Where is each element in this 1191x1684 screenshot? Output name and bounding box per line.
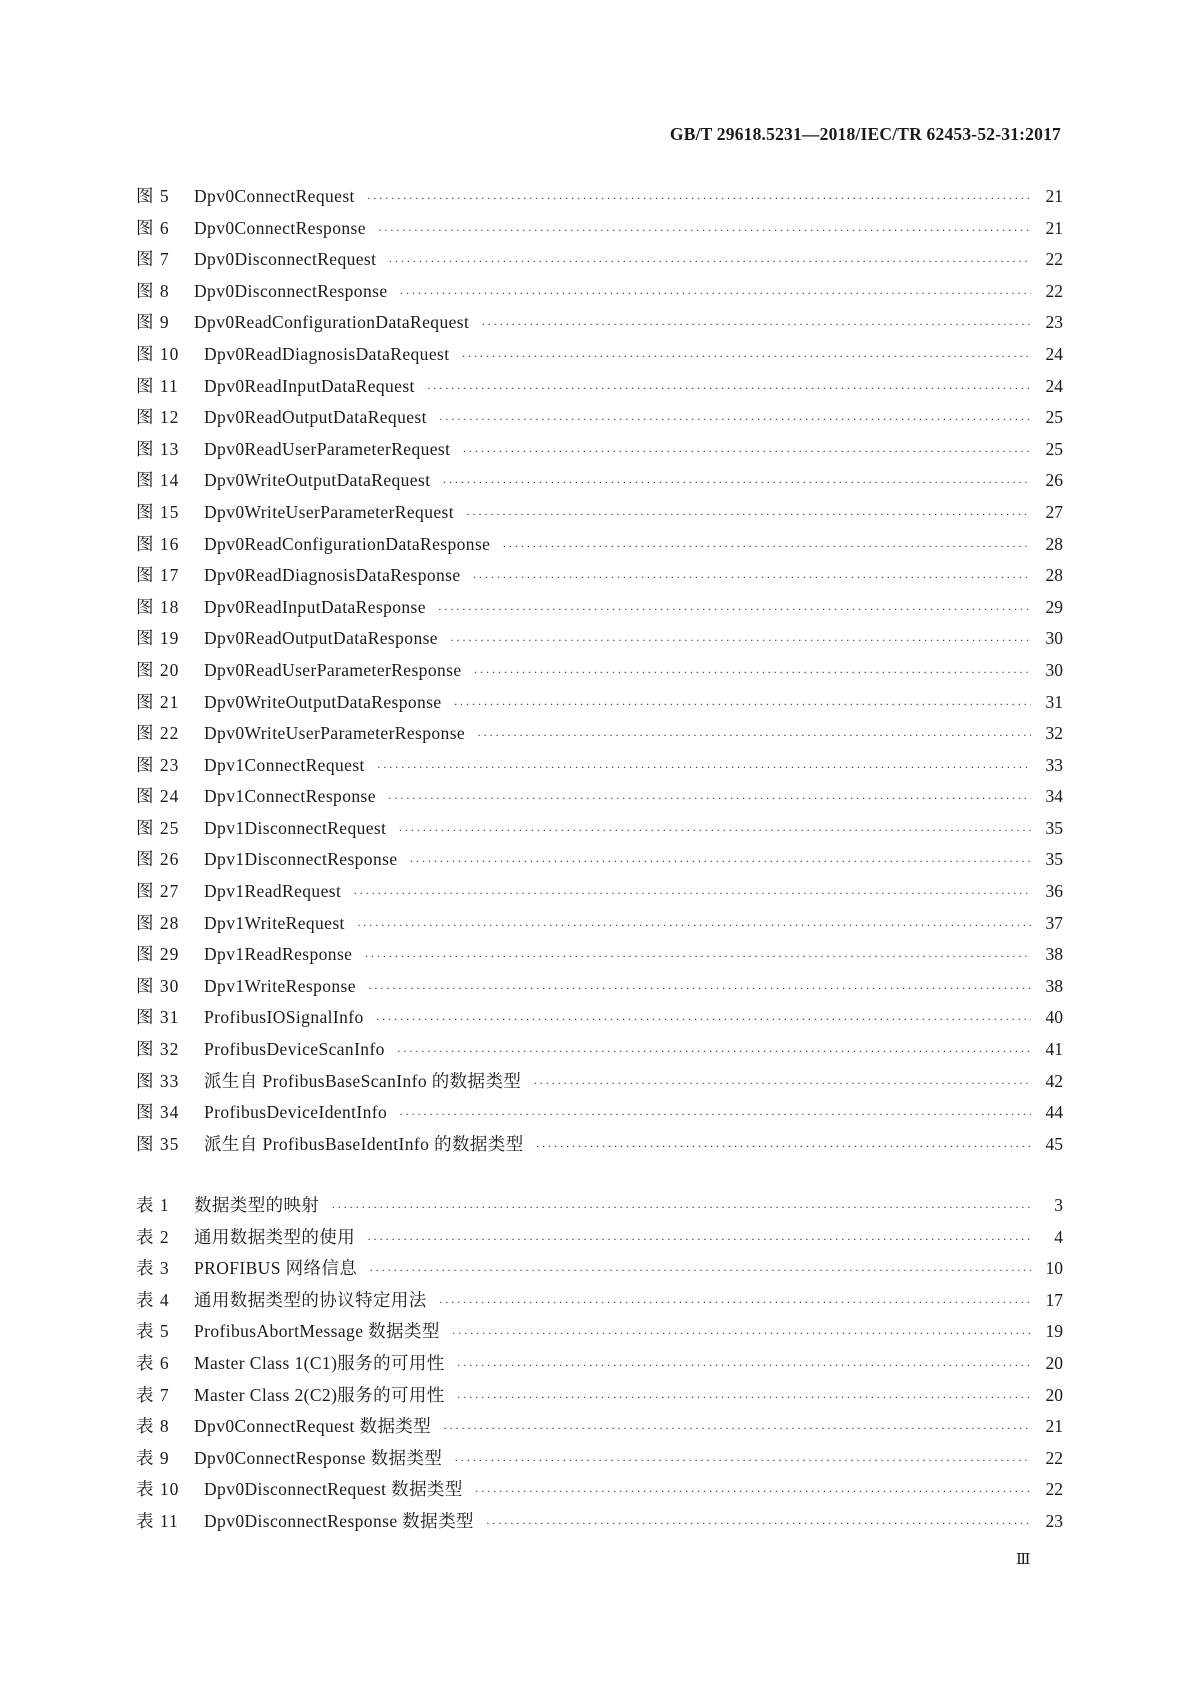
- figure-entry[interactable]: [136, 592, 1063, 624]
- dot-leader: [450, 625, 1031, 657]
- entry-page-number: 38: [1045, 944, 1063, 965]
- dot-leader: [331, 1192, 1031, 1224]
- entry-title: Dpv1ConnectRequest: [204, 754, 365, 775]
- figure-entry[interactable]: [136, 529, 1063, 561]
- entry-page-number: 32: [1045, 723, 1063, 744]
- figure-entry[interactable]: [136, 497, 1063, 529]
- dot-leader: [475, 1476, 1031, 1508]
- entry-label: 表 6: [136, 1352, 170, 1373]
- figure-entry[interactable]: [136, 876, 1063, 908]
- entry-label: 图 33: [136, 1070, 180, 1091]
- entry-label: 图 20: [136, 659, 180, 680]
- figure-entry[interactable]: [136, 1066, 1063, 1098]
- entry-page-number: 42: [1045, 1070, 1063, 1091]
- entry-label: 表 5: [136, 1321, 170, 1342]
- entry-title: Dpv0ConnectResponse 数据类型: [194, 1447, 443, 1468]
- entry-page-number: 37: [1045, 912, 1063, 933]
- figure-entry[interactable]: [136, 971, 1063, 1003]
- figure-entry[interactable]: [136, 371, 1063, 403]
- entry-title: ProfibusIOSignalInfo: [204, 1007, 364, 1028]
- entry-title: ProfibusDeviceScanInfo: [204, 1039, 385, 1060]
- table-entry[interactable]: [136, 1253, 1063, 1285]
- entry-label: 表 4: [136, 1289, 170, 1310]
- entry-title: 通用数据类型的协议特定用法: [194, 1289, 427, 1310]
- entry-page-number: 33: [1045, 754, 1063, 775]
- figure-entry[interactable]: [136, 244, 1063, 276]
- dot-leader: [439, 1287, 1031, 1319]
- entry-page-number: 19: [1045, 1321, 1063, 1342]
- entry-title: Dpv1WriteResponse: [204, 975, 356, 996]
- dot-leader: [427, 373, 1031, 405]
- entry-page-number: 35: [1045, 849, 1063, 870]
- figure-entry[interactable]: [136, 623, 1063, 655]
- dot-leader: [473, 562, 1031, 594]
- table-entry[interactable]: [136, 1443, 1063, 1475]
- entry-page-number: 4: [1054, 1226, 1063, 1247]
- figure-entry[interactable]: [136, 213, 1063, 245]
- dot-leader: [452, 1318, 1031, 1350]
- entry-label: 图 13: [136, 438, 180, 459]
- dot-leader: [536, 1131, 1031, 1163]
- entry-title: Dpv0ReadDiagnosisDataResponse: [204, 565, 461, 586]
- figure-entry[interactable]: [136, 465, 1063, 497]
- entry-label: 图 18: [136, 596, 180, 617]
- entry-title: ProfibusAbortMessage 数据类型: [194, 1321, 440, 1342]
- entry-label: 图 30: [136, 975, 180, 996]
- figure-list: [136, 181, 1063, 1160]
- entry-title: Dpv0WriteOutputDataResponse: [204, 691, 442, 712]
- entry-label: 表 7: [136, 1384, 170, 1405]
- figure-entry[interactable]: [136, 781, 1063, 813]
- dot-leader: [454, 689, 1031, 721]
- dot-leader: [502, 531, 1031, 563]
- entry-page-number: 34: [1045, 786, 1063, 807]
- dot-leader: [443, 1413, 1031, 1445]
- dot-leader: [364, 941, 1031, 973]
- table-entry[interactable]: [136, 1411, 1063, 1443]
- entry-title: Dpv0ReadConfigurationDataResponse: [204, 533, 491, 554]
- entry-page-number: 24: [1045, 375, 1063, 396]
- entry-page-number: 21: [1045, 1416, 1063, 1437]
- entry-label: 图 14: [136, 470, 180, 491]
- dot-leader: [477, 720, 1031, 752]
- dot-leader: [376, 1004, 1031, 1036]
- dot-leader: [457, 1382, 1031, 1414]
- figure-entry[interactable]: [136, 1129, 1063, 1161]
- dot-leader: [481, 309, 1031, 341]
- entry-title: Dpv0DisconnectRequest: [194, 249, 377, 270]
- entry-label: 图 28: [136, 912, 180, 933]
- entry-title: Dpv0WriteUserParameterRequest: [204, 501, 454, 522]
- document-header: GB/T 29618.5231—2018/IEC/TR 62453-52-31:2017: [669, 124, 1061, 144]
- figure-entry[interactable]: [136, 307, 1063, 339]
- entry-label: 图 8: [136, 280, 170, 301]
- entry-title: Dpv0ReadInputDataRequest: [204, 375, 415, 396]
- entry-title: Dpv0ReadInputDataResponse: [204, 596, 426, 617]
- entry-title: Dpv1WriteRequest: [204, 912, 345, 933]
- entry-title: Dpv0DisconnectRequest 数据类型: [204, 1479, 463, 1500]
- table-entry[interactable]: [136, 1506, 1063, 1538]
- entry-label: 表 11: [136, 1510, 179, 1531]
- entry-title: Master Class 2(C2)服务的可用性: [194, 1384, 445, 1405]
- entry-label: 图 26: [136, 849, 180, 870]
- entry-label: 表 8: [136, 1416, 170, 1437]
- entry-page-number: 25: [1045, 407, 1063, 428]
- entry-page-number: 40: [1045, 1007, 1063, 1028]
- entry-page-number: 20: [1045, 1384, 1063, 1405]
- dot-leader: [377, 752, 1031, 784]
- entry-page-number: 10: [1045, 1258, 1063, 1279]
- table-entry[interactable]: [136, 1348, 1063, 1380]
- entry-title: PROFIBUS 网络信息: [194, 1258, 358, 1279]
- entry-label: 图 35: [136, 1133, 180, 1154]
- figure-entry[interactable]: [136, 560, 1063, 592]
- table-entry[interactable]: [136, 1380, 1063, 1412]
- entry-label: 图 11: [136, 375, 179, 396]
- entry-page-number: 22: [1045, 1479, 1063, 1500]
- entry-page-number: 25: [1045, 438, 1063, 459]
- figure-entry[interactable]: [136, 1002, 1063, 1034]
- dot-leader: [369, 1255, 1031, 1287]
- entry-label: 表 9: [136, 1447, 170, 1468]
- entry-title: Dpv1DisconnectResponse: [204, 849, 398, 870]
- dot-leader: [442, 467, 1031, 499]
- entry-page-number: 38: [1045, 975, 1063, 996]
- dot-leader: [533, 1068, 1031, 1100]
- dot-leader: [367, 183, 1031, 215]
- figure-entry[interactable]: [136, 1097, 1063, 1129]
- entry-page-number: 21: [1045, 217, 1063, 238]
- entry-page-number: 41: [1045, 1039, 1063, 1060]
- figure-entry[interactable]: [136, 718, 1063, 750]
- entry-title: Dpv0WriteOutputDataRequest: [204, 470, 431, 491]
- entry-page-number: 30: [1045, 659, 1063, 680]
- entry-title: Dpv0ReadUserParameterRequest: [204, 438, 451, 459]
- entry-page-number: 45: [1045, 1133, 1063, 1154]
- entry-page-number: 36: [1045, 881, 1063, 902]
- entry-page-number: 28: [1045, 565, 1063, 586]
- entry-label: 表 1: [136, 1195, 170, 1215]
- entry-label: 图 32: [136, 1039, 180, 1060]
- figure-entry[interactable]: [136, 844, 1063, 876]
- dot-leader: [457, 1350, 1031, 1382]
- dot-leader: [397, 1036, 1031, 1068]
- entry-title: Dpv0ConnectRequest: [194, 186, 355, 206]
- entry-page-number: 17: [1045, 1289, 1063, 1310]
- entry-page-number: 27: [1045, 501, 1063, 522]
- entry-label: 图 29: [136, 944, 180, 965]
- dot-leader: [474, 657, 1032, 689]
- table-entry[interactable]: [136, 1316, 1063, 1348]
- entry-title: Dpv0DisconnectResponse: [194, 280, 388, 301]
- entry-page-number: 21: [1045, 186, 1063, 206]
- entry-label: 表 3: [136, 1258, 170, 1279]
- entry-label: 图 7: [136, 249, 170, 270]
- entry-label: 图 21: [136, 691, 180, 712]
- entry-title: Dpv0ConnectRequest 数据类型: [194, 1416, 432, 1437]
- dot-leader: [410, 846, 1032, 878]
- entry-page-number: 22: [1045, 249, 1063, 270]
- entry-label: 图 16: [136, 533, 180, 554]
- figure-entry[interactable]: [136, 181, 1063, 213]
- figure-entry[interactable]: [136, 908, 1063, 940]
- figure-entry[interactable]: [136, 655, 1063, 687]
- figure-entry[interactable]: [136, 750, 1063, 782]
- entry-title: Master Class 1(C1)服务的可用性: [194, 1352, 445, 1373]
- entry-label: 图 31: [136, 1007, 180, 1028]
- dot-leader: [438, 594, 1031, 626]
- entry-title: Dpv1ReadRequest: [204, 881, 342, 902]
- entry-title: Dpv0ConnectResponse: [194, 217, 366, 238]
- entry-title: 数据类型的映射: [194, 1195, 320, 1215]
- entry-label: 图 24: [136, 786, 180, 807]
- dot-leader: [400, 278, 1032, 310]
- entry-label: 图 9: [136, 312, 170, 333]
- table-entry[interactable]: [136, 1474, 1063, 1506]
- entry-title: Dpv1DisconnectRequest: [204, 817, 387, 838]
- dot-leader: [462, 436, 1031, 468]
- entry-page-number: 20: [1045, 1352, 1063, 1373]
- entry-label: 图 10: [136, 343, 180, 364]
- table-entry[interactable]: [136, 1190, 1063, 1222]
- dot-leader: [466, 499, 1031, 531]
- entry-page-number: 3: [1054, 1195, 1063, 1215]
- figure-entry[interactable]: [136, 687, 1063, 719]
- entry-title: ProfibusDeviceIdentInfo: [204, 1102, 388, 1123]
- entry-label: 图 34: [136, 1102, 180, 1123]
- table-entry[interactable]: [136, 1285, 1063, 1317]
- dot-leader: [357, 910, 1031, 942]
- entry-page-number: 31: [1045, 691, 1063, 712]
- entry-page-number: 44: [1045, 1102, 1063, 1123]
- dot-leader: [461, 341, 1031, 373]
- dot-leader: [388, 246, 1031, 278]
- entry-title: Dpv0ReadDiagnosisDataRequest: [204, 343, 450, 364]
- entry-page-number: 30: [1045, 628, 1063, 649]
- entry-page-number: 28: [1045, 533, 1063, 554]
- figure-entry[interactable]: [136, 339, 1063, 371]
- page-number: Ⅲ: [1016, 1552, 1031, 1568]
- table-list: [136, 1190, 1063, 1538]
- entry-label: 图 27: [136, 881, 180, 902]
- entry-label: 图 12: [136, 407, 180, 428]
- entry-title: Dpv0ReadOutputDataRequest: [204, 407, 427, 428]
- entry-title: Dpv1ReadResponse: [204, 944, 353, 965]
- entry-label: 图 23: [136, 754, 180, 775]
- entry-page-number: 24: [1045, 343, 1063, 364]
- entry-label: 图 5: [136, 186, 170, 206]
- dot-leader: [398, 815, 1031, 847]
- entry-label: 图 6: [136, 217, 170, 238]
- entry-title: Dpv0DisconnectResponse 数据类型: [204, 1510, 474, 1531]
- entry-page-number: 23: [1045, 312, 1063, 333]
- dot-leader: [378, 215, 1031, 247]
- entry-page-number: 22: [1045, 1447, 1063, 1468]
- entry-label: 表 10: [136, 1479, 180, 1500]
- figure-entry[interactable]: [136, 813, 1063, 845]
- entry-title: Dpv0WriteUserParameterResponse: [204, 723, 466, 744]
- dot-leader: [368, 973, 1031, 1005]
- dot-leader: [388, 783, 1031, 815]
- dot-leader: [353, 878, 1031, 910]
- figure-entry[interactable]: [136, 1034, 1063, 1066]
- entry-page-number: 35: [1045, 817, 1063, 838]
- table-entry[interactable]: [136, 1222, 1063, 1254]
- figure-entry[interactable]: [136, 276, 1063, 308]
- dot-leader: [439, 404, 1031, 436]
- entry-label: 图 25: [136, 817, 180, 838]
- entry-label: 表 2: [136, 1226, 170, 1247]
- dot-leader: [367, 1224, 1031, 1256]
- entry-title: 派生自 ProfibusBaseScanInfo 的数据类型: [204, 1070, 522, 1091]
- entry-title: 派生自 ProfibusBaseIdentInfo 的数据类型: [204, 1133, 524, 1154]
- dot-leader: [486, 1508, 1031, 1540]
- entry-label: 图 22: [136, 723, 180, 744]
- entry-label: 图 19: [136, 628, 180, 649]
- entry-title: 通用数据类型的使用: [194, 1226, 356, 1247]
- entry-title: Dpv0ReadConfigurationDataRequest: [194, 312, 470, 333]
- dot-leader: [454, 1445, 1031, 1477]
- entry-page-number: 23: [1045, 1510, 1063, 1531]
- entry-page-number: 26: [1045, 470, 1063, 491]
- entry-label: 图 15: [136, 501, 180, 522]
- entry-title: Dpv0ReadUserParameterResponse: [204, 659, 462, 680]
- figure-entry[interactable]: [136, 939, 1063, 971]
- figure-entry[interactable]: [136, 434, 1063, 466]
- figure-entry[interactable]: [136, 402, 1063, 434]
- dot-leader: [399, 1099, 1031, 1131]
- entry-page-number: 29: [1045, 596, 1063, 617]
- entry-title: Dpv0ReadOutputDataResponse: [204, 628, 438, 649]
- entry-title: Dpv1ConnectResponse: [204, 786, 376, 807]
- entry-label: 图 17: [136, 565, 180, 586]
- entry-page-number: 22: [1045, 280, 1063, 301]
